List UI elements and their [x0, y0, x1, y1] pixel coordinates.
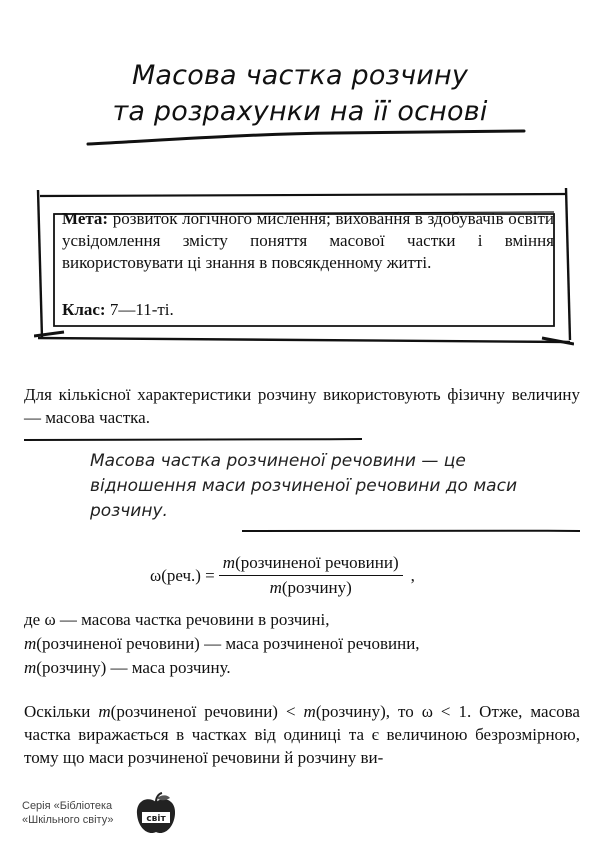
series-footer [22, 799, 113, 827]
conclusion-part-1: Оскільки [24, 702, 99, 721]
solution-text: (розчину) — маса розчину. [36, 658, 231, 677]
variable-definitions [24, 608, 580, 680]
formula-numerator [219, 553, 403, 576]
numerator-m: m [222, 553, 236, 572]
conclusion-part-3: (розчину), то ω < 1. Отже, масова частка виражається в частках від одиниці та є величиною безрозмірною, тому що маси розчиненої речовини й розчину ви- [24, 702, 580, 767]
class-value: 7—11-ті. [105, 300, 174, 319]
conclusion-m-1: m [98, 702, 111, 721]
definition-solute-mass [24, 632, 580, 656]
definition-omega: де ω — масова частка речовини в розчині, [24, 610, 330, 629]
definition-solution-mass [24, 656, 580, 680]
goal-text [62, 208, 554, 274]
formula-lhs: ω(реч.) = [150, 565, 215, 585]
formula-comma: , [410, 565, 415, 585]
solute-text: (розчиненої речовини) — маса розчиненої речовини, [36, 634, 420, 653]
logo-text: світ [146, 814, 166, 824]
formula-denominator [270, 576, 352, 598]
class-label: Клас: [62, 300, 106, 319]
apple-logo-icon [134, 792, 178, 838]
definition-underline [242, 528, 582, 534]
title-line-1: Масова частка розчину [131, 60, 469, 91]
intro-paragraph: Для кількісної характеристики розчину використовують фізичну величину — масова частка. [24, 385, 580, 427]
mass-fraction-formula [150, 553, 415, 598]
denominator-text: (розчину) [281, 578, 352, 597]
conclusion-part-2: (розчиненої речовини) < [110, 702, 304, 721]
definition-text: Масова частка розчиненої речовини — це відношення маси розчиненої речовини до маси розчину. [90, 451, 517, 521]
goal-label: Мета: [62, 209, 109, 228]
series-line-2: «Шкільного світу» [22, 814, 114, 826]
series-line-1: Серія «Бібліотека [22, 800, 113, 812]
title-line-2: та розрахунки на її основі [112, 96, 488, 127]
title-underline [86, 128, 526, 148]
numerator-text: (розчиненої речовини) [235, 553, 399, 572]
page-title [0, 58, 600, 130]
conclusion-paragraph [24, 700, 580, 769]
formula-fraction [219, 553, 403, 598]
class-line [62, 300, 174, 320]
separator-line [24, 437, 364, 443]
conclusion-m-2: m [303, 702, 316, 721]
solution-m: m [24, 658, 37, 677]
goal-description: розвиток логічного мислення; виховання в здобувачів освіти усвідомлення змісту поняття масової частки і вміння використовувати ці знання в повсякденному житті. [62, 209, 554, 272]
denominator-m: m [269, 578, 282, 597]
solute-m: m [24, 634, 37, 653]
goal-box [34, 188, 574, 346]
